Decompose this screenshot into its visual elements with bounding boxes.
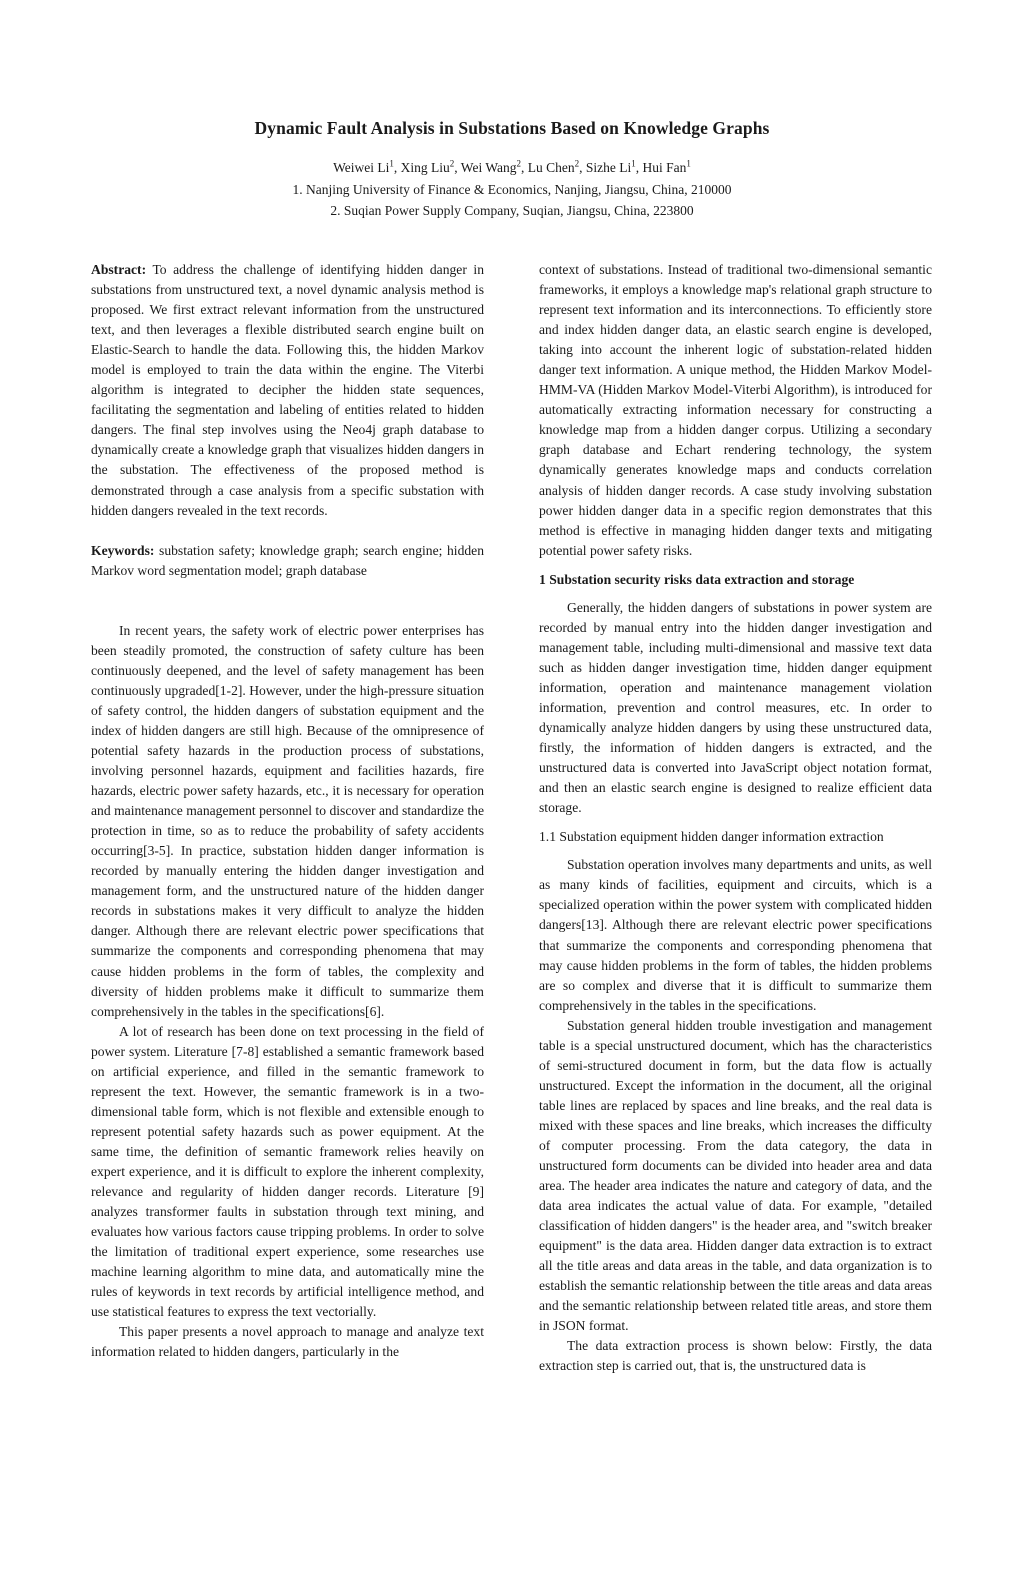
subsection-1-1-paragraph-1: Substation operation involves many departments and units, as well as many kinds of facilities, equipment and circuits, which is a specialized operation within the power system with complicated hidden dangers[13]. Although there are relevant electric power specifications that summarize the components and corresponding phenomena that may cause hidden problems in the form of tables, the hidden problems are so complex and diverse that it is difficult to summarize them comprehensively in the tables in the specifications. <box>539 857 932 1013</box>
abstract-text: To address the challenge of identifying hidden danger in substations from unstructured text, a novel dynamic analysis method is proposed. We first extract relevant information from the unstructured text, and then leverages a flexible distributed search engine built on Elastic-Search to handle the data. Following this, the hidden Markov model is employed to train the data within the engine. The Viterbi algorithm is integrated to decipher the hidden state sequences, facilitating the segmentation and labeling of entities related to hidden dangers. The final step involves using the Neo4j graph database to dynamically create a knowledge graph that visualizes hidden dangers in the substation. The effectiveness of the proposed method is demonstrated through a case analysis from a specific substation with hidden dangers revealed in the text records. <box>91 262 484 518</box>
author-list: Weiwei Li$^1$, Xing Liu$^2$, Wei Wang$^2$, Lu Chen$^2$, Sizhe Li$^1$, Hui Fan$^1$ <box>333 158 691 175</box>
author-name: Weiwei Li <box>333 160 390 175</box>
section-1-heading: 1 Substation security risks data extraction and storage <box>539 571 855 587</box>
subsection-1-1-heading: 1.1 Substation equipment hidden danger information extraction <box>539 829 884 845</box>
author-name: Hui Fan <box>642 160 687 175</box>
author-affiliation-mark: 1 <box>631 158 636 169</box>
author-affiliation-mark: 1 <box>686 158 691 169</box>
left-column <box>91 260 484 1362</box>
paper-title: Dynamic Fault Analysis in Substations Based on Knowledge Graphs <box>254 118 770 138</box>
intro-paragraph-2: A lot of research has been done on text processing in the field of power system. Literature [7-8] established a semantic framework based on artificial experience, and filled in the semantic framework to represent the text. However, the semantic framework is in a two-dimensional table form, which is not flexible and extensible enough to represent potential safety hazards such as power equipment. At the same time, the definition of semantic framework relies heavily on expert experience, and it is difficult to explore the inherent complexity, relevance and regularity of hidden danger records. Literature [9] analyzes transformer faults in substation through text mining, and evaluates how various factors cause tripping problems. In order to solve the limitation of traditional expert experience, some researches use machine learning algorithm to mine data, and automatically mine the rules of keywords in text records by artificial intelligence method, and use statistical features to express the text vectorially. <box>91 1023 484 1320</box>
right-column <box>539 260 932 1377</box>
affiliation-2: 2. Suqian Power Supply Company, Suqian, Jiangsu, China, 223800 <box>330 203 694 218</box>
intro-paragraph-1: In recent years, the safety work of electric power enterprises has been steadily promoted, the construction of safety culture has been continuously deepened, and the level of safety management has been continuously upgraded[1-2]. However, under the high-pressure situation of safety control, the hidden dangers of substation equipment and the index of hidden dangers are still high. Because of the omnipresence of potential safety hazards in the production process of substations, involving personnel hazards, equipment and facilities hazards, fire hazards, electric power safety hazards, etc., it is necessary for operation and maintenance management personnel to discover and standardize the protection in time, so as to reduce the probability of safety accidents occurring[3-5]. In practice, substation hidden danger information is recorded by manually entering the hidden danger investigation and management form, and the unstructured nature of the hidden danger records in substations makes it very difficult to analyze the hidden danger. Although there are relevant electric power specifications that summarize the components and corresponding phenomena that may cause hidden problems in the form of tables, the complexity and diversity of hidden problems make it difficult to summarize them comprehensively in the tables in the specifications[6]. <box>91 622 484 1019</box>
subsection-1-1-paragraph-3: The data extraction process is shown below: Firstly, the data extraction step is carried out, that is, the unstructured data is <box>539 1338 932 1374</box>
intro-paragraph-3-continued: context of substations. Instead of traditional two-dimensional semantic frameworks, it employs a knowledge map's relational graph structure to represent text information and its interconnections. To efficiently store and index hidden danger data, an elastic search engine is developed, taking into account the inherent logic of substation-related hidden danger text information. A unique method, the Hidden Markov Model-HMM-VA (Hidden Markov Model-Viterbi Algorithm), is introduced for automatically extracting information necessary for constructing a knowledge map from a hidden danger corpus. Utilizing a secondary graph database and Echart rendering technology, the system dynamically generates knowledge maps and conducts correlation analysis of hidden danger records. A case study involving substation power hidden danger data in a specific region demonstrates that this method is effective in managing hidden danger texts and mitigating potential power safety risks. <box>539 262 932 558</box>
author-affiliation-mark: 2 <box>449 158 455 169</box>
author-name: Lu Chen <box>527 160 575 175</box>
author-name: Xing Liu <box>400 160 450 175</box>
affiliation-1: 1. Nanjing University of Finance & Economics, Nanjing, Jiangsu, China, 210000 <box>292 182 732 197</box>
author-affiliation-mark: 2 <box>574 158 580 169</box>
keywords <box>91 541 484 581</box>
subsection-1-1-paragraph-2: Substation general hidden trouble investigation and management table is a special unstructured document, which has the characteristics of semi-structured document in form, but the data flow is actually unstructured. Except the information in the document, all the original table lines are replaced by spaces and line breaks, and the real data is mixed with these spaces and line breaks, which increases the difficulty of computer processing. From the data category, the data in unstructured form documents can be divided into header area and data area. The header area indicates the nature and category of data, and the data area indicates the actual value of data. For example, "detailed classification of hidden dangers" is the header area, and "switch breaker equipment" is the data area. Hidden danger data extraction is to extract all the title areas and data areas in the table, and data organization is to establish the semantic relationship between the title areas and data areas and the semantic relationship between related title areas, and store them in JSON format. <box>539 1017 932 1334</box>
keywords-text: substation safety; knowledge graph; search engine; hidden Markov word segmentation model; graph database <box>91 542 484 578</box>
section-1-paragraph-1: Generally, the hidden dangers of substations in power system are recorded by manual entry into the hidden danger investigation and management table, including multi-dimensional and massive text data such as hidden danger investigation time, hidden danger equipment information, operation and maintenance management violation information, prevention and control measures, etc. In order to dynamically analyze hidden dangers by using these unstructured data, firstly, the information of hidden dangers is extracted, and the unstructured data is converted into JavaScript object notation format, and then an elastic search engine is designed to realize efficient data storage. <box>539 599 932 816</box>
intro-paragraph-3-start: This paper presents a novel approach to manage and analyze text information related to hidden dangers, particularly in the <box>91 1324 484 1360</box>
author-affiliation-mark: 2 <box>516 158 521 169</box>
keywords-label: Keywords: <box>91 542 155 558</box>
author-affiliation-mark: 1 <box>389 158 394 169</box>
author-name: Sizhe Li <box>585 160 632 175</box>
author-name: Wei Wang <box>460 160 517 175</box>
abstract-label: Abstract: <box>91 262 147 277</box>
abstract <box>91 260 484 521</box>
